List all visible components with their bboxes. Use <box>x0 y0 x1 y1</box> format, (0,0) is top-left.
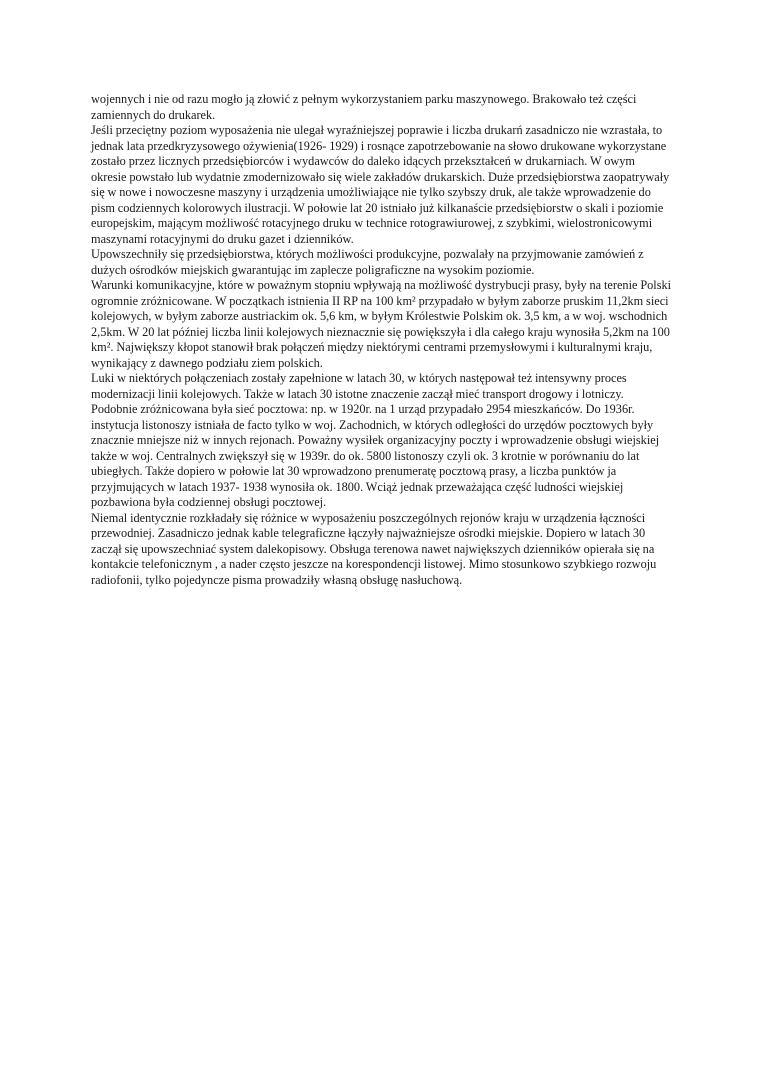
paragraph: Jeśli przeciętny poziom wyposażenia nie ulegał wyraźniejszej poprawie i liczba drukarń zasadniczo nie wzrastała, to jednak lata przedkryzysowego ożywienia(1926- 1929) i rosnące zapotrzebowanie na słowo drukowane wykorzystane zostało przez licznych przedsiębiorców i wydawców do daleko idących przekształceń w drukarniach. W owym okresie powstało lub wydatnie zmodernizowało się wiele zakładów drukarskich. Duże przedsiębiorstwa zaopatrywały się w nowe i nowoczesne maszyny i urządzenia umożliwiające nie tylko szybszy druk, ale także wprowadzenie do pism codziennych kolorowych ilustracji. W połowie lat 20 istniało już kilkanaście przedsiębiorstw o skali i poziomie europejskim, mającym możliwość rotacyjnego druku w technice rotograwiurowej, z szybkimi, wielostronicowymi maszynami rotacyjnymi do druku gazet i dzienników. <box>91 123 670 246</box>
paragraph: Warunki komunikacyjne, które w poważnym stopniu wpływają na możliwość dystrybucji prasy, były na terenie Polski ogromnie zróżnicowane. W początkach istnienia II RP na 100 km² przypadało w byłym zaborze pruskim 11,2km sieci kolejowych, w byłym zaborze austriackim ok. 5,6 km, w byłym Królestwie Polskim ok. 3,5 km, a w woj. wschodnich 2,5km. W 20 lat później liczba linii kolejowych nieznacznie się powiększyła i dla całego kraju wynosiła 5,2km na 100 km². Największy kłopot stanowił brak połączeń między niektórymi centrami przemysłowymi i kulturalnymi kraju, wynikający z dawnego podziału ziem polskich. <box>91 278 672 370</box>
paragraph: Podobnie zróżnicowana była sieć pocztowa: np. w 1920r. na 1 urząd przypadało 2954 mieszkańców. Do 1936r. instytucja listonoszy istniała de facto tylko w woj. Zachodnich, w których odległości do urzędów pocztowych były znacznie mniejsze niż w innych rejonach. Poważny wysiłek organizacyjny poczty i wprowadzenie obsługi wiejskiej także w woj. Centralnych zwiększył się w 1939r. do ok. 5800 listonoszy czyli ok. 3 krotnie w porównaniu do lat ubiegłych. Także dopiero w połowie lat 30 wprowadzono prenumeratę pocztową prasy, a liczba punktów ja przyjmujących w latach 1937- 1938 wynosiła ok. 1800. Wciąż jednak przeważająca część ludności wiejskiej pozbawiona była codziennej obsługi pocztowej. <box>91 402 660 509</box>
document-body <box>91 92 673 588</box>
paragraph: Niemal identycznie rozkładały się różnice w wyposażeniu poszczególnych rejonów kraju w urządzenia łączności przewodniej. Zasadniczo jednak kable telegraficzne łączyły najważniejsze ośrodki miejskie. Dopiero w latach 30 zaczął się upowszechniać system dalekopisowy. Obsługa terenowa nawet największych dzienników opierała się na kontakcie telefonicznym , a nader często jeszcze na korespondencji listowej. Mimo stosunkowo szybkiego rozwoju radiofonii, tylko pojedyncze pisma prowadziły własną obsługę nasłuchową. <box>91 510 657 587</box>
paragraph: wojennych i nie od razu mogło ją złowić z pełnym wykorzystaniem parku maszynowego. Brakowało też części zamiennych do drukarek. <box>91 92 637 122</box>
paragraph: Upowszechniły się przedsiębiorstwa, których możliwości produkcyjne, pozwalały na przyjmowanie zamówień z dużych ośrodków miejskich gwarantując im zaplecze poligraficzne na wysokim poziomie. <box>91 247 644 277</box>
paragraph: Luki w niektórych połączeniach zostały zapełnione w latach 30, w których następował też intensywny proces modernizacji linii kolejowych. Także w latach 30 istotne znaczenie zaczął mieć transport drogowy i lotniczy. <box>91 371 627 401</box>
